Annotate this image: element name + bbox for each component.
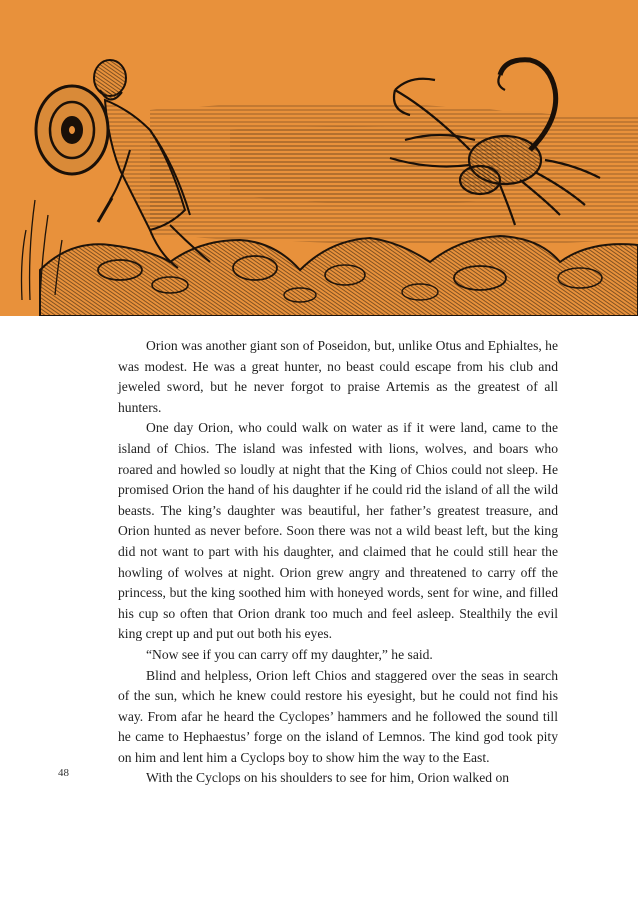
paragraph: With the Cyclops on his shoulders to see for him, Orion walked on: [146, 770, 510, 786]
rocky-shore: [40, 236, 638, 316]
paragraph: One day Orion, who could walk on water as if it were land, came to the island of Chios. The island was infested with lions, wolves, and boars who roared and howled so loudly at night that the King of Chios could not sleep. He promised Orion the hand of his daughter if he could rid the island of all the wild beasts. The king’s daughter was beautiful, her father’s greatest treasure, and Orion hunted as never before. Soon there was not a wild beast left, but the king did not want to part with his daughter, and claimed that he could still hear the howling of wolves at night. Orion grew angry and threatened to carry off the princess, but the king soothed him with honeyed words, sent for wine, and filled his cup so often that Orion drank too much and feel asleep. Stealthily the evil king crept up and put out both his eyes.: [118, 420, 558, 642]
story-text: [118, 336, 558, 789]
paragraph: Blind and helpless, Orion left Chios and staggered over the seas in search of the sun, which he knew could restore his eyesight, but he could not find his way. From afar he heard the Cyclopes’ hammers and he followed the sound till he came to Hephaestus’ forge on the island of Lemnos. The kind god took pity on him and lent him a Cyclops boy to show him the way to the East.: [118, 667, 558, 765]
paragraph: Orion was another giant son of Poseidon, but, unlike Otus and Ephialtes, he was modest. He was a great hunter, no beast could escape from his club and jeweled sword, but he never forgot to praise Artemis as the greatest of all hunters.: [118, 338, 558, 415]
paragraph: “Now see if you can carry off my daughter,” he said.: [146, 646, 433, 662]
page-number: 48: [58, 767, 69, 779]
orion-scorpion-illustration: [0, 0, 638, 316]
sea-hatching: [150, 103, 638, 244]
illustration-drawing: [0, 0, 638, 316]
